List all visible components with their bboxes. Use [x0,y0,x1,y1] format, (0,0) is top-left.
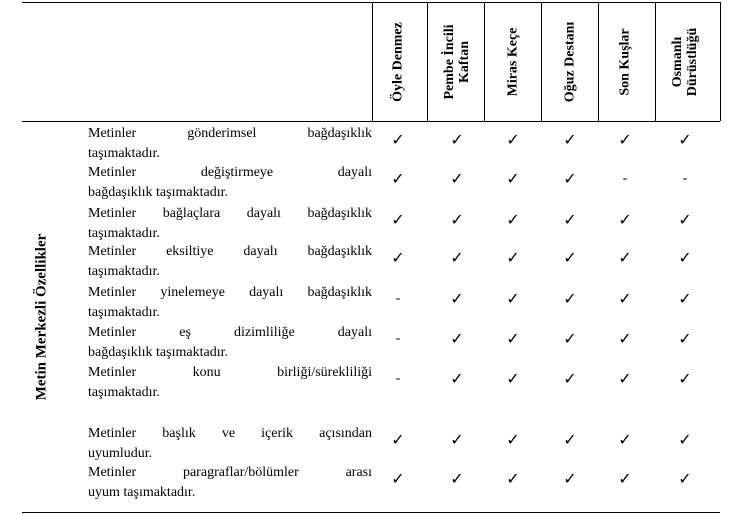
check-mark-icon: ✓ [563,248,577,267]
column-separator [720,2,721,121]
check-mark-icon: ✓ [450,430,464,449]
row-criterion-line1: Metinler değiştirmeye dayalı [88,165,372,180]
check-mark-icon: ✓ [678,210,692,229]
check-mark-icon: ✓ [506,130,520,149]
table-row [88,424,372,464]
check-mark-icon: ✓ [391,430,405,449]
check-mark-icon: ✓ [506,369,520,388]
header-rule [22,121,720,122]
check-mark-icon: ✓ [678,248,692,267]
column-header [597,8,653,116]
row-criterion-line1: Metinler gönderimsel bağdaşıklık [88,126,372,141]
side-label-text: Metin Merkezli Özellikler [33,233,50,401]
column-header [370,8,426,116]
table-row [88,323,372,363]
row-criterion-line2: uyumludur. [88,446,153,461]
check-mark-icon: ✓ [678,329,692,348]
column-header-label: Pembe İncili Kaftan [442,24,472,100]
top-rule [22,2,720,3]
table-row [88,204,372,244]
check-mark-icon: ✓ [618,210,632,229]
check-mark-icon: ✓ [563,430,577,449]
check-mark-icon: ✓ [391,248,405,267]
table-row [88,283,372,323]
column-header-label: Miras Keçe [505,27,521,97]
check-mark-icon: ✓ [506,210,520,229]
check-mark-icon: ✓ [506,248,520,267]
check-mark-icon: ✓ [563,169,577,188]
column-header [542,8,598,116]
check-mark-icon: ✓ [678,469,692,488]
check-mark-icon: ✓ [391,169,405,188]
check-mark-icon: ✓ [563,210,577,229]
column-header-label: Öyle Denmez [390,22,406,102]
row-criterion-line2: taşımaktadır. [88,264,160,279]
check-mark-icon: ✓ [506,169,520,188]
dash-mark: - [395,291,401,306]
dash-mark: - [682,171,688,186]
column-separator [484,2,485,121]
bottom-rule [22,512,720,513]
dash-mark: - [395,331,401,346]
check-mark-icon: ✓ [618,369,632,388]
dash-mark: - [395,371,401,386]
column-header-label: Oğuz Destanı [562,21,578,103]
check-mark-icon: ✓ [563,469,577,488]
table-row [88,463,372,503]
check-mark-icon: ✓ [450,210,464,229]
check-mark-icon: ✓ [678,289,692,308]
column-header-label: Son Kuşlar [617,28,633,96]
check-mark-icon: ✓ [506,289,520,308]
column-separator [427,2,428,121]
check-mark-icon: ✓ [678,130,692,149]
row-criterion-line1: Metinler eksiltiye dayalı bağdaşıklık [88,244,372,259]
check-mark-icon: ✓ [563,289,577,308]
table-row [88,124,372,164]
check-mark-icon: ✓ [391,130,405,149]
table-row [88,163,372,203]
column-separator [598,2,599,121]
column-separator [541,2,542,121]
check-mark-icon: ✓ [678,369,692,388]
check-mark-icon: ✓ [618,289,632,308]
row-criterion-line1: Metinler başlık ve içerik açısından [88,426,372,441]
check-mark-icon: ✓ [391,469,405,488]
check-mark-icon: ✓ [618,130,632,149]
check-mark-icon: ✓ [563,130,577,149]
row-criterion-line2: taşımaktadır. [88,146,160,161]
check-mark-icon: ✓ [506,430,520,449]
check-mark-icon: ✓ [618,469,632,488]
table-row [88,363,372,403]
table-row [88,242,372,282]
check-mark-icon: ✓ [506,469,520,488]
check-mark-icon: ✓ [450,289,464,308]
dash-mark: - [622,171,628,186]
check-mark-icon: ✓ [506,329,520,348]
row-criterion-line2: taşımaktadır. [88,226,160,241]
row-criterion-line1: Metinler paragraflar/bölümler arası [88,465,372,480]
row-criterion-line2: bağdaşıklık taşımaktadır. [88,185,228,200]
check-mark-icon: ✓ [391,210,405,229]
column-separator [655,2,656,121]
row-criterion-line1: Metinler konu birliği/sürekliliği [88,365,372,380]
column-header [429,8,485,116]
check-mark-icon: ✓ [563,329,577,348]
row-criterion-line1: Metinler yinelemeye dayalı bağdaşıklık [88,285,372,300]
row-criterion-line1: Metinler bağlaçlara dayalı bağdaşıklık [88,206,372,221]
check-mark-icon: ✓ [450,130,464,149]
row-criterion-line2: taşımaktadır. [88,385,160,400]
check-mark-icon: ✓ [450,329,464,348]
check-mark-icon: ✓ [618,430,632,449]
check-mark-icon: ✓ [450,469,464,488]
row-criterion-line1: Metinler eş dizimliliğe dayalı [88,325,372,340]
check-mark-icon: ✓ [563,369,577,388]
column-separator [372,2,373,121]
check-mark-icon: ✓ [450,248,464,267]
side-label [22,124,62,510]
row-criterion-line2: uyum taşımaktadır. [88,485,196,500]
check-mark-icon: ✓ [450,369,464,388]
column-header [657,8,713,116]
check-mark-icon: ✓ [618,248,632,267]
check-mark-icon: ✓ [450,169,464,188]
column-header [485,8,541,116]
row-criterion-line2: taşımaktadır. [88,305,160,320]
row-criterion-line2: bağdaşıklık taşımaktadır. [88,345,228,360]
column-header-label: Osmanlı Dürüstlüğü [670,27,700,97]
check-mark-icon: ✓ [618,329,632,348]
check-mark-icon: ✓ [678,430,692,449]
